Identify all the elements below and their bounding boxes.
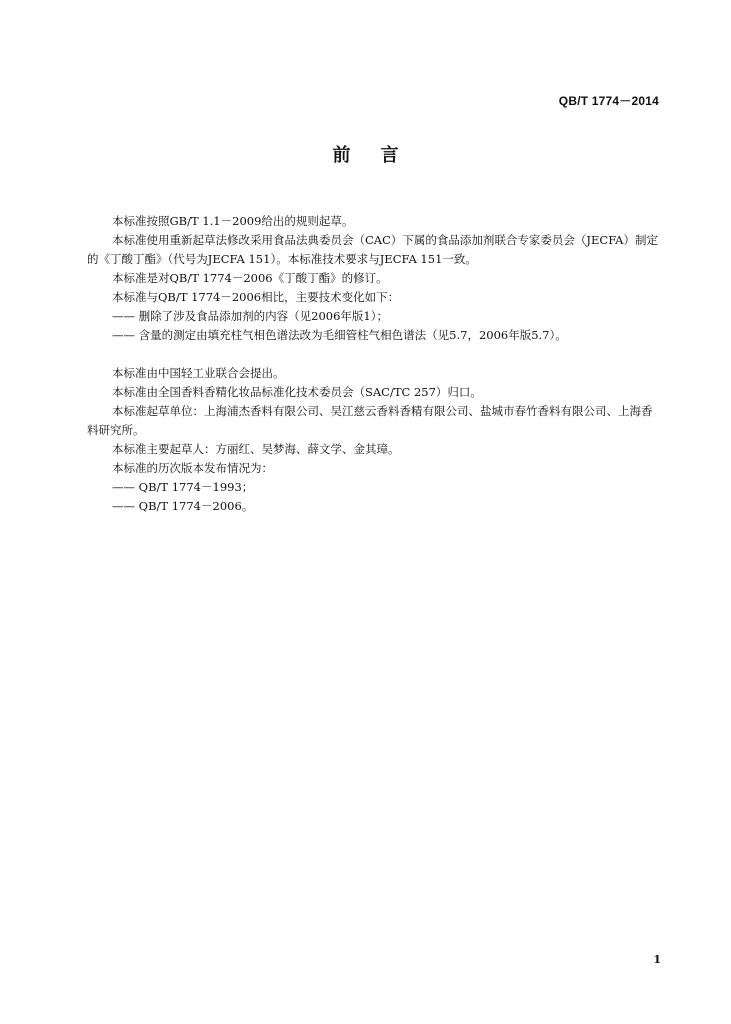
paragraph-revision: 本标准是对QB/T 1774－2006《丁酸丁酯》的修订。 xyxy=(112,271,388,285)
paragraph-history-intro: 本标准的历次版本发布情况为： xyxy=(112,461,273,475)
list-item-history-2: —— QB/T 1774－2006。 xyxy=(112,499,254,513)
list-item-history-1: —— QB/T 1774－1993； xyxy=(112,480,254,494)
page-number: 1 xyxy=(653,953,661,966)
foreword-body xyxy=(87,212,659,516)
list-item-change-2: —— 含量的测定由填充柱气相色谱法改为毛细管柱气相色谱法（见5.7，2006年版5.7）。 xyxy=(112,328,567,342)
paragraph-proposer: 本标准由中国轻工业联合会提出。 xyxy=(112,366,285,380)
paragraph-adoption: 本标准使用重新起草法修改采用食品法典委员会（CAC）下属的食品添加剂联合专家委员会（JECFA）制定的《丁酸丁酯》（代号为JECFA 151）。本标准技术要求与JECFA 151一致。 xyxy=(87,233,658,266)
standard-code-header: QB/T 1774－2014 xyxy=(558,94,659,108)
page-title: 前言 xyxy=(332,145,429,166)
paragraph-drafting-units: 本标准起草单位：上海浦杰香料有限公司、吴江慈云香料香精有限公司、盐城市春竹香料有限公司、上海香料研究所。 xyxy=(87,404,653,437)
spacer xyxy=(87,345,659,364)
paragraph-drafters: 本标准主要起草人：方丽红、吴梦海、薛文学、金其璋。 xyxy=(112,442,400,456)
paragraph-changes-intro: 本标准与QB/T 1774－2006相比，主要技术变化如下： xyxy=(112,290,400,304)
paragraph-drafting-rules: 本标准按照GB/T 1.1－2009给出的规则起草。 xyxy=(112,214,354,228)
paragraph-committee: 本标准由全国香料香精化妆品标准化技术委员会（SAC/TC 257）归口。 xyxy=(112,385,482,399)
list-item-change-1: —— 删除了涉及食品添加剂的内容（见2006年版1）； xyxy=(112,309,388,323)
